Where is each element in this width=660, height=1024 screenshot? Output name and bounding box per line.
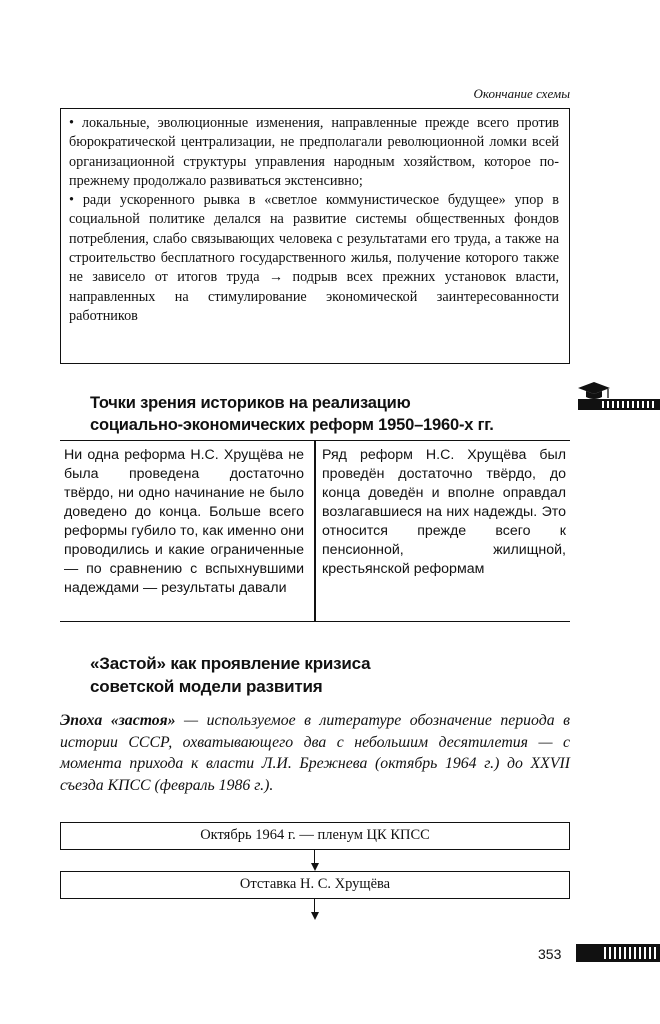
page-tab-bar <box>576 944 660 962</box>
stagnation-heading <box>90 652 560 698</box>
flow-step-resignation: Отставка Н. С. Хрущёва <box>60 871 570 899</box>
table-divider <box>314 440 316 622</box>
heading-line: социально-экономических реформ 1950–1960-х гг. <box>90 416 494 434</box>
flow-step-plenum: Октябрь 1964 г. — пленум ЦК КПСС <box>60 822 570 850</box>
flow-arrow <box>314 850 315 864</box>
page-number: 353 <box>538 946 562 962</box>
arrow-down-icon <box>311 912 319 920</box>
heading-line: «Застой» как проявление кризиса <box>90 654 371 673</box>
historians-views-heading <box>90 392 560 436</box>
flow-arrow <box>314 899 315 913</box>
continued-scheme-label: Окончание схемы <box>473 86 570 101</box>
heading-line: советской модели развития <box>90 677 323 696</box>
definition-term: Эпоха «застоя» <box>60 712 176 729</box>
scheme-paragraph-2: • ради ускоренного рывка в «светлое коммунистическое будущее» упор в социальной политике делался на развитие системы общественных фондов потребления, слабо связывающих человека с результатами его труда, а также на строительство бесплатного государственного жилья, получение которого также не зависело от итогов труда → подрыв всех прежних установок власти, направленных на стимулирование экономической заинтересованности работников <box>69 192 559 324</box>
arrow-down-icon <box>311 863 319 871</box>
stagnation-definition <box>60 710 570 796</box>
scheme-box <box>60 108 570 364</box>
graduation-cap-icon <box>576 380 660 410</box>
view-left: Ни одна реформа Н.С. Хрущёва не была проведена достаточно твёрдо, ни одно начинание не было доведено до конца. Больше всего реформы губило то, как именно они проводились и какие ограниченные — по сравнению с вспыхнувшими надеждами — результаты давали <box>64 447 304 596</box>
scheme-paragraph-1: • локальные, эволюционные изменения, направленные прежде всего против бюрократической централизации, не предполагали революционной ломки всей организационной структуры управления народным хозяйством, которое по-прежнему продолжало развиваться экстенсивно; <box>69 115 559 189</box>
heading-line: Точки зрения историков на реализацию <box>90 394 411 412</box>
definition-text: — используемое в литературе обозначение периода в истории СССР, охватывающего два с небольшим десятилетия — с момента прихода к власти Л.И. Брежнева (октябрь 1964 г.) до XXVII съезда КПСС (февраль 1986 г.). <box>60 712 571 794</box>
view-right: Ряд реформ Н.С. Хрущёва был проведён достаточно твёрдо, до конца доведён и вполне оправдал возлагавшиеся на них надежды. Это относится прежде всего к пенсионной, жилищной, крестьянской реформам <box>322 447 566 577</box>
